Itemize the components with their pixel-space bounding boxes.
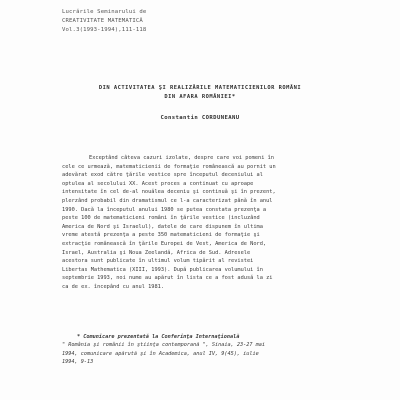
body-line: vreme atestă prezenţa a peste 350 matematicieni de formaţie şi — [62, 232, 260, 239]
body-line: Exceptând câteva cazuri izolate, despre care voi pomeni în — [89, 155, 274, 161]
journal-header — [62, 8, 146, 35]
article-body — [62, 154, 380, 292]
journal-header-line: CREATIVITATE MATEMATICĂ — [62, 18, 143, 24]
article-title — [0, 84, 400, 102]
footnote-line: 1994, 9-13 — [62, 359, 94, 366]
body-line: cele ce urmează, matematicienii de formaţie românească au pornit un — [62, 163, 276, 170]
body-line: peste 100 de matematicieni români în ţările vestice (incluzând — [62, 215, 260, 222]
body-line: intensitate în cel de-al nouălea deceniu şi continuă şi în prezent, — [62, 189, 276, 196]
article-author: Constantin CORDUNEANU — [160, 115, 240, 121]
body-line: plerzând probabil din dramatismul ce l-a caracterizat până în anul — [62, 197, 273, 204]
footnote-line: " România şi românii în ştiinţa contemporană ", Sinaia, 23-27 mai — [62, 342, 266, 349]
body-line: adevărat exod către ţările vestice spre începutul deceniului al — [62, 172, 263, 179]
body-line: ca de ex. începând cu anul 1981. — [62, 283, 165, 290]
body-line: Israel, Australia şi Noua Zeelandă, Africa de Sud. Adresele — [62, 249, 251, 256]
article-title-line: DIN AFARA ROMÂNIEI* — [164, 94, 236, 100]
body-line: America de Nord şi Israelul), datele de care dispunem în ultima — [62, 223, 263, 230]
footnote-line: * Comunicare prezentată la Conferinţa Internaţională — [77, 334, 240, 340]
body-line: optulea al secolului XX. Acest proces a continuat cu aproape — [62, 180, 254, 187]
footnote — [62, 333, 382, 367]
body-line: Libertas Mathematica (XIII, 1993). După publicarea volumului în — [62, 266, 263, 273]
body-line: acestora sunt publicate în ultimul volum tipărit al revistei — [62, 258, 254, 265]
body-line: 1990. Dacă la începutul anului 1980 se putea constata prezenţa a — [62, 206, 267, 213]
journal-header-line: Vol.3(1993-1994),111-118 — [62, 27, 147, 33]
journal-header-line: Lucrările Seminarului de — [62, 9, 147, 15]
body-line: extracţie românească în ţările Europei de Vest, America de Nord, — [62, 240, 267, 247]
article-title-line: DIN ACTIVITATEA ŞI REALIZĂRILE MATEMATICIENILOR ROMÂNI — [98, 85, 302, 91]
body-line: septembrie 1993, noi nume au apărut în lista ce a fost adusă la zi — [62, 275, 273, 282]
footnote-line: 1994, comunicare apărută şi în Academica, anul IV, 9(45), iulie — [62, 350, 259, 357]
